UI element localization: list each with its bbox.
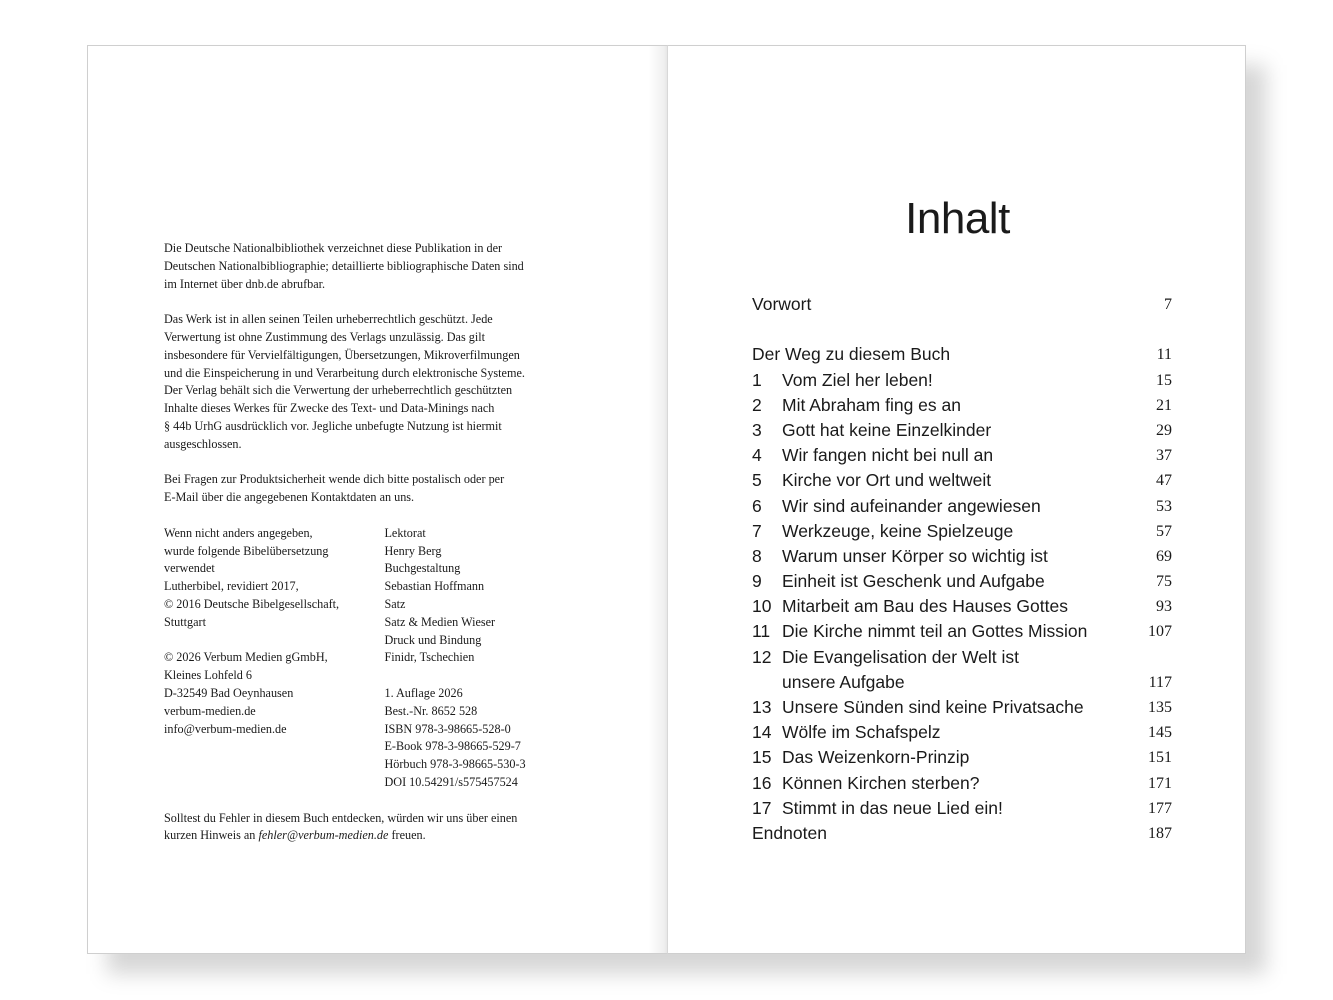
toc-entry-title: Endnoten	[752, 822, 827, 843]
credits	[384, 525, 584, 667]
toc-entry-title: Warum unser Körper so wichtig ist	[782, 545, 1048, 566]
toc-entry-11[interactable]	[752, 619, 1172, 644]
text-line: © 2026 Verbum Medien gGmbH,	[164, 650, 328, 665]
toc-chapters-1-11	[752, 368, 1172, 645]
text-line: Das Werk ist in allen seinen Teilen urheberrechtlich geschützt. Jede	[164, 312, 493, 327]
text-line: und die Einspeicherung in und Verarbeitung durch elektronische Systeme.	[164, 365, 525, 380]
toc-entry-number: 15	[752, 747, 772, 768]
toc-entry-2[interactable]	[752, 393, 1172, 418]
toc-entry-12[interactable]	[752, 645, 1172, 670]
book-spread	[87, 45, 1246, 954]
toc-entry-page: 145	[1148, 724, 1172, 742]
toc-entry-page: 69	[1156, 547, 1172, 565]
text-line: Kleines Lohfeld 6	[164, 668, 252, 683]
edition-info	[384, 685, 584, 792]
toc-entry-title: Wölfe im Schafspelz	[782, 722, 941, 743]
toc-entry-title: Vom Ziel her leben!	[782, 369, 933, 390]
text-line: verbum-medien.de	[164, 703, 256, 718]
toc-entry-page: 107	[1148, 623, 1172, 641]
errata-notice	[164, 810, 584, 846]
toc-entry-title: Die Kirche nimmt teil an Gottes Mission	[782, 621, 1088, 642]
errata-email-link[interactable]: fehler@verbum-medien.de	[258, 828, 389, 843]
toc-entry-number: 11	[752, 621, 771, 642]
toc-entry-number: 4	[752, 445, 762, 466]
text-line: Wenn nicht anders angegeben,	[164, 525, 313, 540]
toc-entry-14[interactable]	[752, 720, 1172, 745]
text-line: insbesondere für Vervielfältigungen, Übersetzungen, Mikroverfilmungen	[164, 347, 520, 362]
text-line: Best.-Nr. 8652 528	[384, 703, 478, 718]
toc-entry-number: 5	[752, 470, 762, 491]
toc-spacer	[752, 317, 1172, 342]
toc-entry-title: Werkzeuge, keine Spielzeuge	[782, 520, 1014, 541]
errata-pre: kurzen Hinweis an	[164, 828, 259, 843]
toc-entry-weg[interactable]	[752, 342, 1172, 367]
publisher-address	[164, 649, 384, 738]
toc-entry-title: Wir fangen nicht bei null an	[782, 445, 994, 466]
text-line: D-32549 Bad Oeynhausen	[164, 685, 294, 700]
text-line: Lektorat	[384, 525, 426, 540]
toc-entry-number: 7	[752, 520, 762, 541]
toc-entry-page: 15	[1156, 371, 1172, 389]
left-page-imprint	[87, 45, 667, 954]
text-line: im Internet über dnb.de abrufbar.	[164, 276, 326, 291]
text-line: Finidr, Tschechien	[384, 650, 475, 665]
text-line: ISBN 978-3-98665-528-0	[384, 721, 511, 736]
toc-entry-9[interactable]	[752, 569, 1172, 594]
toc-entry-10[interactable]	[752, 594, 1172, 619]
text-line: Die Deutsche Nationalbibliothek verzeichnet diese Publikation in der	[164, 241, 503, 255]
toc-entry-1[interactable]	[752, 368, 1172, 393]
text-line: Stuttgart	[164, 614, 206, 629]
text-line: § 44b UrhG ausdrücklich vor. Jegliche unbefugte Nutzung ist hiermit	[164, 418, 502, 433]
bible-translation-note	[164, 525, 384, 632]
toc-entry-number: 16	[752, 772, 772, 793]
toc-entry-15[interactable]	[752, 745, 1172, 770]
errata-line-2	[164, 827, 584, 845]
text-line: Buchgestaltung	[384, 561, 461, 576]
toc-entry-number: 12	[752, 646, 772, 667]
toc-entry-page: 151	[1148, 749, 1172, 767]
toc-entry-page: 7	[1164, 296, 1172, 313]
toc-entry-title: Gott hat keine Einzelkinder	[782, 419, 992, 440]
toc-entry-3[interactable]	[752, 418, 1172, 443]
text-line: Druck und Bindung	[384, 632, 482, 647]
text-line: wurde folgende Bibelübersetzung	[164, 543, 329, 558]
toc-entry-13[interactable]	[752, 695, 1172, 720]
toc-entry-page: 93	[1156, 598, 1172, 616]
toc-entry-12-continued[interactable]	[752, 670, 1172, 695]
toc-entry-page: 21	[1156, 396, 1172, 414]
imprint-columns	[164, 525, 584, 810]
text-line: E-Book 978-3-98665-529-7	[384, 739, 521, 754]
imprint-text	[164, 240, 584, 863]
toc-entry-number: 17	[752, 797, 772, 818]
toc-entry-page: 47	[1156, 472, 1172, 490]
toc-entry-page: 177	[1148, 799, 1172, 817]
toc-entry-page: 75	[1156, 573, 1172, 591]
imprint-column-left	[164, 525, 384, 810]
toc-entry-endnoten[interactable]	[752, 821, 1172, 846]
toc-entry-title: Stimmt in das neue Lied ein!	[782, 797, 1003, 818]
product-safety-notice	[164, 471, 584, 507]
toc-entry-number: 10	[752, 596, 772, 617]
toc-entry-title-line2: unsere Aufgabe	[782, 671, 905, 692]
toc-entry-title: Mit Abraham fing es an	[782, 394, 961, 415]
toc-entry-page: 117	[1148, 673, 1172, 691]
text-line: Bei Fragen zur Produktsicherheit wende dich bitte postalisch oder per	[164, 472, 505, 487]
errata-post: freuen.	[388, 828, 426, 843]
bibliographic-notice	[164, 240, 584, 293]
text-line: © 2016 Deutsche Bibelgesellschaft,	[164, 596, 340, 611]
toc-entry-title: Wir sind aufeinander angewiesen	[782, 495, 1041, 516]
toc-title: Inhalt	[905, 194, 1010, 243]
toc-entry-page: 11	[1156, 346, 1172, 364]
toc-entry-7[interactable]	[752, 519, 1172, 544]
toc-entry-number: 13	[752, 697, 772, 717]
toc-entry-title: Mitarbeit am Bau des Hauses Gottes	[782, 596, 1068, 617]
text-line: Der Verlag behält sich die Verwertung der urheberrechtlich geschützten	[164, 383, 513, 398]
toc-entry-page: 37	[1156, 447, 1172, 465]
text-line: Hörbuch 978-3-98665-530-3	[384, 757, 526, 772]
text-line: Henry Berg	[384, 543, 442, 558]
toc-entry-17[interactable]	[752, 796, 1172, 821]
text-line: info@verbum-medien.de	[164, 721, 287, 736]
toc-entry-page: 57	[1156, 522, 1172, 540]
toc-entry-number: 3	[752, 419, 762, 440]
toc-entry-page: 29	[1156, 421, 1172, 439]
toc-entry-title: Unsere Sünden sind keine Privatsache	[782, 697, 1084, 717]
right-page-contents	[667, 45, 1246, 954]
toc-entry-page: 53	[1156, 497, 1172, 515]
text-line: 1. Auflage 2026	[384, 685, 463, 700]
toc-entry-vorwort[interactable]	[752, 292, 1172, 317]
errata-line-1: Solltest du Fehler in diesem Buch entdecken, würden wir uns über einen	[164, 810, 518, 825]
toc-entry-title: Einheit ist Geschenk und Aufgabe	[782, 571, 1045, 592]
toc-entry-6[interactable]	[752, 494, 1172, 519]
toc-chapters-13-17	[752, 695, 1172, 821]
toc-entry-title: Der Weg zu diesem Buch	[752, 344, 951, 365]
text-line: Inhalte dieses Werkes für Zwecke des Text- und Data-Minings nach	[164, 401, 495, 416]
toc-entry-page: 171	[1148, 774, 1172, 792]
text-line: E-Mail über die angegebenen Kontaktdaten an uns.	[164, 490, 415, 505]
toc-entry-16[interactable]	[752, 771, 1172, 796]
text-line: Lutherbibel, revidiert 2017,	[164, 579, 299, 594]
toc-entry-number: 14	[752, 722, 772, 743]
toc-entry-title: Das Weizenkorn-Prinzip	[782, 747, 970, 768]
toc-entry-title-line1: Die Evangelisation der Welt ist	[782, 646, 1020, 667]
toc-entry-5[interactable]	[752, 468, 1172, 493]
toc-entry-4[interactable]	[752, 443, 1172, 468]
toc-entry-title: Können Kirchen sterben?	[782, 772, 980, 793]
copyright-notice	[164, 311, 584, 453]
toc-entry-number: 6	[752, 495, 762, 516]
toc-entry-page: 135	[1148, 699, 1172, 716]
table-of-contents	[752, 292, 1172, 846]
toc-entry-number: 1	[752, 369, 762, 390]
imprint-column-right	[384, 525, 584, 810]
toc-entry-title: Kirche vor Ort und weltweit	[782, 470, 992, 491]
toc-entry-8[interactable]	[752, 544, 1172, 569]
left-gutter-shade	[648, 46, 667, 954]
text-line: Deutschen Nationalbibliographie; detaillierte bibliographische Daten sind	[164, 258, 524, 273]
text-line: DOI 10.54291/s575457524	[384, 774, 518, 789]
toc-entry-number: 2	[752, 394, 762, 415]
toc-entry-number: 9	[752, 571, 762, 592]
toc-entry-title: Vorwort	[752, 294, 812, 314]
text-line: Satz	[384, 596, 406, 611]
text-line: Verwertung ist ohne Zustimmung des Verlags unzulässig. Das gilt	[164, 329, 486, 344]
toc-entry-page: 187	[1148, 824, 1172, 842]
toc-entry-number: 8	[752, 545, 762, 566]
text-line: Satz & Medien Wieser	[384, 614, 496, 629]
text-line: verwendet	[164, 561, 215, 576]
text-line: ausgeschlossen.	[164, 436, 242, 451]
text-line: Sebastian Hoffmann	[384, 579, 485, 594]
